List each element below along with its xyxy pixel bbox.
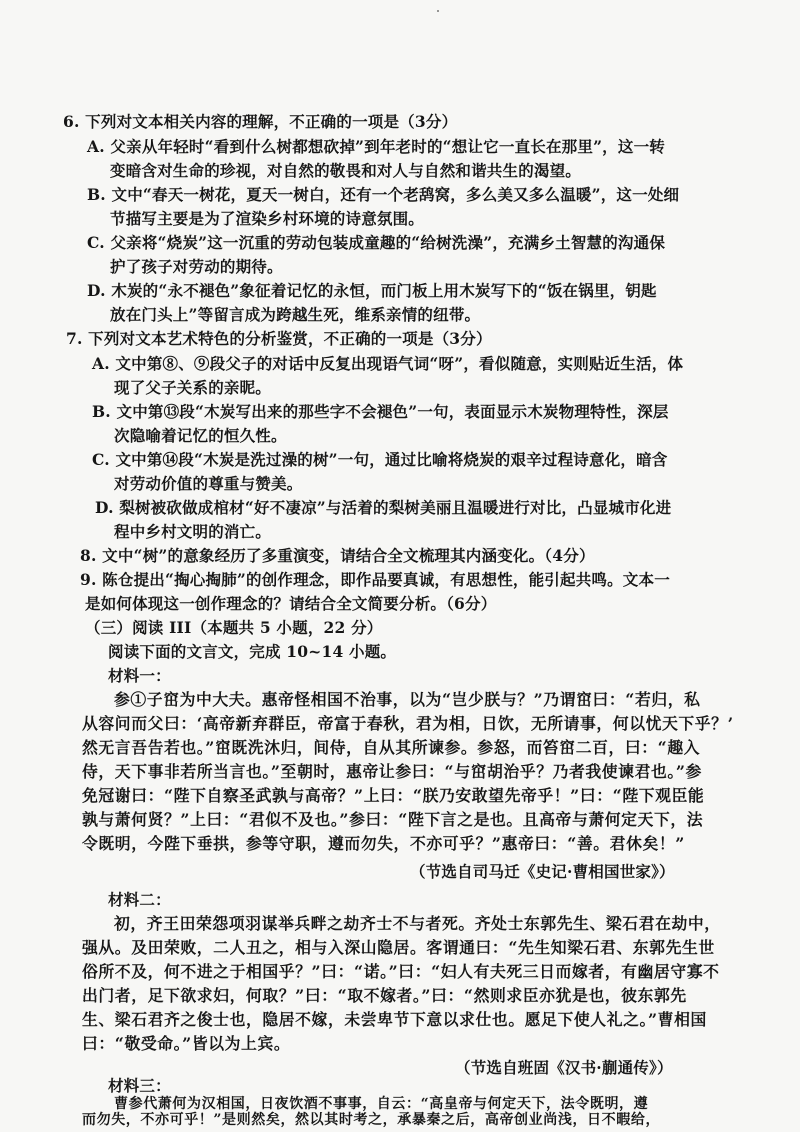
- question-8: 8. 文中“树”的意象经历了多重演变，请结合全文梳理其内涵变化。（4分）: [80, 546, 595, 565]
- q6-option-d-line2: 放在门头上”等留言成为跨越生死，维系亲情的纽带。: [110, 305, 481, 324]
- q7-option-d-line1: D. 梨树被砍做成棺材“好不凄凉”与活着的梨树美丽且温暖进行对比，凸显城市化进: [95, 498, 672, 517]
- material-3-heading: 材料三：: [108, 1076, 171, 1095]
- material-1-line-4: 侍，天下事非若所当言也。”至朝时，惠帝让参曰：“与窋胡治乎？乃者我使谏君也。”参: [82, 762, 702, 781]
- material-2-heading: 材料二：: [108, 890, 171, 909]
- section-intro: 阅读下面的文言文，完成 10~14 小题。: [108, 642, 397, 661]
- q7-option-c-line1: C. 文中第⑭段“木炭是洗过澡的树”一句，通过比喻将烧炭的艰辛过程诗意化，暗含: [92, 450, 668, 469]
- q6-option-a-line2: 变暗含对生命的珍视，对自然的敬畏和对人与自然和谐共生的渴望。: [110, 161, 582, 180]
- q7-option-b-line1: B. 文中第⑬段“木炭写出来的那些字不会褪色”一句，表面显示木炭物理特性，深层: [92, 402, 669, 421]
- section-title: （三）阅读 III（本题共 5 小题，22 分）: [85, 618, 383, 637]
- material-3-line-2: 而勿失，不亦可乎！”是则然矣，然以其时考之，承暴秦之后，高帝创业尚浅，日不暇给，: [82, 1112, 661, 1128]
- q7-option-d-line2: 程中乡村文明的消亡。: [114, 522, 272, 541]
- q7-option-a-line2: 现了父子关系的亲昵。: [114, 378, 272, 397]
- material-2-line-1: 初，齐王田荣怨项羽谋举兵畔之劫齐士不与者死。齐处士东郭先生、梁石君在劫中，: [114, 914, 721, 933]
- material-2-line-5: 生、梁石君齐之俊士也，隐居不嫁，未尝卑节下意以求仕也。愿足下使人礼之。”曹相国: [82, 1010, 707, 1029]
- material-1-line-1: 参①子窋为中大夫。惠帝怪相国不治事，以为“岂少朕与？”乃谓窋曰：“若归，私: [114, 690, 701, 709]
- q7-option-b-line2: 次隐喻着记忆的恒久性。: [114, 426, 287, 445]
- material-2-line-2: 强从。及田荣败，二人丑之，相与入深山隐居。客谓通曰：“先生知梁石君、东郭先生世: [82, 938, 715, 957]
- question-9-line1: 9. 陈仓提出“掏心掏肺”的创作理念，即作品要真诚，有思想性，能引起共鸣。文本一: [80, 570, 670, 589]
- material-1-source: （节选自司马迁《史记·曹相国世家》）: [410, 862, 675, 881]
- q6-option-b-line2: 节描写主要是为了渲染乡村环境的诗意氛围。: [110, 209, 425, 228]
- scan-dot: [437, 10, 439, 12]
- material-1-line-5: 免冠谢曰：“陛下自察圣武孰与高帝？”上曰：“朕乃安敢望先帝乎！”曰：“陛下观臣能: [82, 786, 705, 805]
- material-2-line-3: 俗所不及，何不进之于相国乎？”曰：“诺。”曰：“妇人有夫死三日而嫁者，有幽居守寡不: [82, 962, 720, 981]
- q6-option-d-line1: D. 木炭的“永不褪色”象征着记忆的永恒，而门板上用木炭写下的“饭在锅里，钥匙: [87, 281, 657, 300]
- material-3-line-1: 曹参代萧何为汉相国，日夜饮酒不事事，自云：“高皇帝与何定天下，法令既明，遵: [114, 1096, 649, 1112]
- question-6-stem: 6. 下列对文本相关内容的理解，不正确的一项是（3分）: [63, 112, 458, 131]
- material-1-line-2: 从容问而父曰：‘高帝新弃群臣，帝富于春秋，君为相，日饮，无所请事，何以忧天下乎？’: [82, 714, 734, 733]
- material-2-line-6: 曰：“敬受命。”皆以为上宾。: [82, 1034, 291, 1053]
- material-1-line-6: 孰与萧何贤？”上曰：“君似不及也。”参曰：“陛下言之是也。且高帝与萧何定天下，法: [82, 810, 704, 829]
- material-1-heading: 材料一：: [108, 666, 171, 685]
- q7-option-a-line1: A. 文中第⑧、⑨段父子的对话中反复出现语气词“呀”，看似随意，实则贴近生活，体: [92, 354, 684, 373]
- q6-option-b-line1: B. 文中“春天一树花，夏天一树白，还有一个老鸹窝，多么美又多么温暖”，这一处细: [87, 185, 680, 204]
- question-7-stem: 7. 下列对文本艺术特色的分析鉴赏，不正确的一项是（3分）: [66, 329, 492, 348]
- q6-option-c-line2: 护了孩子对劳动的期待。: [110, 257, 283, 276]
- material-1-line-3: 然无言吾告若也。”窋既洗沐归，间侍，自从其所谏参。参怒，而笞窋二百，曰：“趣入: [82, 738, 701, 757]
- q7-option-c-line2: 对劳动价值的尊重与赞美。: [114, 474, 303, 493]
- material-2-line-4: 出门者，足下欲求妇，何取？”曰：“取不嫁者。”曰：“然则求臣亦犹是也，彼东郭先: [82, 986, 687, 1005]
- q6-option-c-line1: C. 父亲将“烧炭”这一沉重的劳动包装成童趣的“给树洗澡”，充满乡土智慧的沟通保: [87, 233, 666, 252]
- material-2-source: （节选自班固《汉书·蒯通传》）: [455, 1058, 673, 1077]
- question-9-line2: 是如何体现这一创作理念的？请结合全文简要分析。（6分）: [85, 594, 497, 613]
- q6-option-a-line1: A. 父亲从年轻时“看到什么树都想砍掉”到年老时的“想让它一直长在那里”，这一转: [87, 137, 665, 156]
- material-1-line-7: 令既明，今陛下垂拱，参等守职，遵而勿失，不亦可乎？”惠帝曰：“善。君休矣！”: [82, 834, 685, 853]
